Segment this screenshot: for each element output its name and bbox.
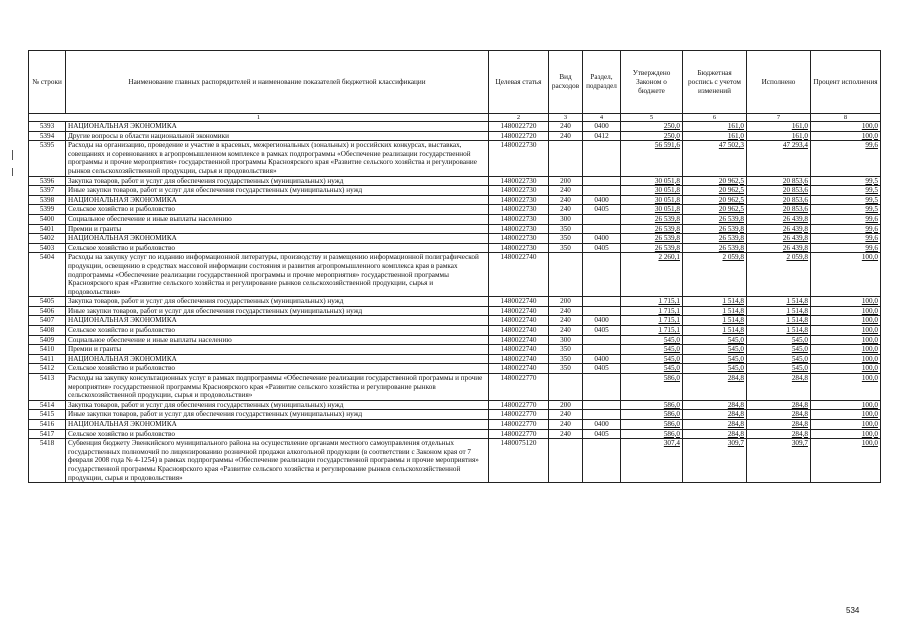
- row-percent: 99,6: [811, 214, 881, 224]
- row-percent: 100,0: [811, 354, 881, 364]
- row-section: [583, 186, 621, 196]
- row-approved: 30 051,8: [621, 186, 683, 196]
- row-number: 5412: [29, 364, 66, 374]
- row-executed: 20 853,6: [747, 176, 811, 186]
- column-number: 2: [489, 114, 549, 122]
- row-expense-type: 350: [549, 364, 583, 374]
- row-budget-list: 20 962,5: [683, 186, 747, 196]
- header-approved: Утверждено Законом о бюджете: [621, 51, 683, 114]
- column-number: 5: [621, 114, 683, 122]
- table-row: [29, 429, 881, 439]
- table-row: [29, 410, 881, 420]
- table-row: [29, 420, 881, 430]
- row-target-article: 1480022720: [489, 131, 549, 141]
- row-percent: 100,0: [811, 131, 881, 141]
- row-section: 0405: [583, 364, 621, 374]
- row-approved: 545,0: [621, 335, 683, 345]
- row-number: 5403: [29, 243, 66, 253]
- row-section: [583, 297, 621, 307]
- row-section: [583, 439, 621, 483]
- row-budget-list: 309,7: [683, 439, 747, 483]
- row-executed: 284,8: [747, 429, 811, 439]
- row-section: 0405: [583, 205, 621, 215]
- row-budget-list: 26 539,8: [683, 243, 747, 253]
- row-approved: 250,0: [621, 122, 683, 132]
- row-budget-list: 161,0: [683, 122, 747, 132]
- row-expense-type: [549, 141, 583, 176]
- row-percent: 99,6: [811, 234, 881, 244]
- row-budget-list: 26 539,8: [683, 214, 747, 224]
- table-row: [29, 131, 881, 141]
- row-executed: 161,0: [747, 122, 811, 132]
- row-name: Расходы на организацию, проведение и участие в красевых, межрегиональных (зональных) и российских конкурсах, выставках, совещаниях и соревнованиях в агропромышленном комплексе в рамках подпрограммы «Обеспечение реализации государственной программы и прочие мероприятия» государственной программы Красноярского края «Развитие сельского хозяйства и регулирование рынков сельскохозяйственной продукции, сырья и продовольствия»: [66, 141, 489, 176]
- row-executed: 545,0: [747, 354, 811, 364]
- table-row: [29, 243, 881, 253]
- row-section: [583, 335, 621, 345]
- table-row: [29, 234, 881, 244]
- row-expense-type: 200: [549, 297, 583, 307]
- row-executed: 2 059,8: [747, 253, 811, 297]
- table-row: [29, 122, 881, 132]
- row-percent: 100,0: [811, 429, 881, 439]
- row-expense-type: 240: [549, 186, 583, 196]
- row-budget-list: 1 514,8: [683, 316, 747, 326]
- row-expense-type: 200: [549, 176, 583, 186]
- row-name: Сельское хозяйство и рыболовство: [66, 429, 489, 439]
- row-number: 5404: [29, 253, 66, 297]
- header-executed: Исполнено: [747, 51, 811, 114]
- table-row: [29, 186, 881, 196]
- row-percent: 100,0: [811, 253, 881, 297]
- row-approved: 30 051,8: [621, 205, 683, 215]
- row-target-article: 1480075120: [489, 439, 549, 483]
- row-expense-type: 240: [549, 316, 583, 326]
- row-percent: 99,5: [811, 205, 881, 215]
- row-number: 5402: [29, 234, 66, 244]
- row-number: 5397: [29, 186, 66, 196]
- row-budget-list: 20 962,5: [683, 205, 747, 215]
- row-section: [583, 306, 621, 316]
- row-executed: 161,0: [747, 131, 811, 141]
- row-budget-list: 161,0: [683, 131, 747, 141]
- row-executed: 545,0: [747, 335, 811, 345]
- row-executed: 545,0: [747, 345, 811, 355]
- row-percent: 100,0: [811, 374, 881, 401]
- row-number: 5415: [29, 410, 66, 420]
- row-name: Сельское хозяйство и рыболовство: [66, 243, 489, 253]
- row-approved: 307,4: [621, 439, 683, 483]
- row-budget-list: 284,8: [683, 374, 747, 401]
- row-approved: 586,0: [621, 374, 683, 401]
- row-percent: 100,0: [811, 335, 881, 345]
- row-name: Иные закупки товаров, работ и услуг для обеспечения государственных (муниципальных) нужд: [66, 410, 489, 420]
- row-approved: 26 539,8: [621, 234, 683, 244]
- row-expense-type: 240: [549, 429, 583, 439]
- row-approved: 2 260,1: [621, 253, 683, 297]
- margin-mark: [12, 150, 13, 160]
- row-budget-list: 1 514,8: [683, 306, 747, 316]
- row-target-article: 1480022770: [489, 374, 549, 401]
- table-row: [29, 195, 881, 205]
- row-target-article: 1480022770: [489, 420, 549, 430]
- row-budget-list: 1 514,8: [683, 326, 747, 336]
- row-executed: 1 514,8: [747, 297, 811, 307]
- row-target-article: 1480022730: [489, 141, 549, 176]
- row-percent: 100,0: [811, 439, 881, 483]
- row-approved: 545,0: [621, 345, 683, 355]
- margin-mark: [12, 168, 13, 176]
- row-section: 0412: [583, 131, 621, 141]
- row-section: 0400: [583, 234, 621, 244]
- row-target-article: 1480022740: [489, 354, 549, 364]
- row-name: Премии и гранты: [66, 345, 489, 355]
- row-name: НАЦИОНАЛЬНАЯ ЭКОНОМИКА: [66, 420, 489, 430]
- row-executed: 26 439,8: [747, 214, 811, 224]
- row-expense-type: 240: [549, 306, 583, 316]
- row-target-article: 1480022730: [489, 224, 549, 234]
- row-expense-type: 350: [549, 345, 583, 355]
- table-row: [29, 306, 881, 316]
- row-approved: 586,0: [621, 400, 683, 410]
- row-target-article: 1480022740: [489, 306, 549, 316]
- row-name: Социальное обеспечение и иные выплаты населению: [66, 335, 489, 345]
- table-row: [29, 297, 881, 307]
- table-row: [29, 374, 881, 401]
- row-name: Расходы на закупку консультационных услуг в рамках подпрограммы «Обеспечение реализации государственной программы и прочие мероприятия» государственной программы Красноярского края «Развитие сельского хозяйства и регулирование рынков сельскохозяйственной продукции, сырья и продовольствия»: [66, 374, 489, 401]
- row-executed: 47 293,4: [747, 141, 811, 176]
- row-budget-list: 284,8: [683, 400, 747, 410]
- row-section: 0400: [583, 195, 621, 205]
- row-section: 0400: [583, 420, 621, 430]
- row-expense-type: 240: [549, 131, 583, 141]
- row-name: Иные закупки товаров, работ и услуг для обеспечения государственных (муниципальных) нужд: [66, 186, 489, 196]
- row-target-article: 1480022730: [489, 205, 549, 215]
- row-executed: 309,7: [747, 439, 811, 483]
- row-target-article: 1480022740: [489, 297, 549, 307]
- row-percent: 100,0: [811, 364, 881, 374]
- row-number: 5413: [29, 374, 66, 401]
- row-budget-list: 20 962,5: [683, 195, 747, 205]
- row-executed: 26 439,8: [747, 243, 811, 253]
- table-row: [29, 253, 881, 297]
- row-number: 5401: [29, 224, 66, 234]
- table-row: [29, 400, 881, 410]
- header-budget-list: Бюджетная роспись с учетом изменений: [683, 51, 747, 114]
- row-approved: 1 715,1: [621, 306, 683, 316]
- row-expense-type: 240: [549, 410, 583, 420]
- row-number: 5394: [29, 131, 66, 141]
- row-section: 0400: [583, 122, 621, 132]
- column-number: 4: [583, 114, 621, 122]
- header-section: Раздел, подраздел: [583, 51, 621, 114]
- table-row: [29, 316, 881, 326]
- row-percent: 99,5: [811, 176, 881, 186]
- row-executed: 284,8: [747, 400, 811, 410]
- row-name: Сельское хозяйство и рыболовство: [66, 205, 489, 215]
- row-expense-type: 240: [549, 122, 583, 132]
- table-row: [29, 205, 881, 215]
- header-row-number: № строки: [29, 51, 66, 114]
- row-number: 5417: [29, 429, 66, 439]
- row-section: 0405: [583, 243, 621, 253]
- row-section: [583, 176, 621, 186]
- row-percent: 99,6: [811, 141, 881, 176]
- row-budget-list: 284,8: [683, 420, 747, 430]
- row-name: Премии и гранты: [66, 224, 489, 234]
- column-number: 1: [29, 114, 489, 122]
- row-name: Расходы на закупку услуг по изданию информационной литературы, производству и размещению информационной полиграфической продукции, освещению в средствах массовой информации состояния и развития агропромышленного комплекса края в рамках подпрограммы «Обеспечение реализации государственной программы и прочие мероприятия» государственной программы Красноярского края «Развитие сельского хозяйства и регулирование рынков сельскохозяйственной продукции, сырья и продовольствия»: [66, 253, 489, 297]
- row-name: Сельское хозяйство и рыболовство: [66, 326, 489, 336]
- row-executed: 1 514,8: [747, 316, 811, 326]
- row-number: 5398: [29, 195, 66, 205]
- row-approved: 30 051,8: [621, 176, 683, 186]
- row-percent: 100,0: [811, 306, 881, 316]
- row-percent: 100,0: [811, 122, 881, 132]
- table-row: [29, 326, 881, 336]
- row-target-article: 1480022730: [489, 214, 549, 224]
- row-number: 5393: [29, 122, 66, 132]
- row-number: 5409: [29, 335, 66, 345]
- row-expense-type: 350: [549, 224, 583, 234]
- row-number: 5400: [29, 214, 66, 224]
- row-executed: 20 853,6: [747, 186, 811, 196]
- row-expense-type: 350: [549, 234, 583, 244]
- row-approved: 1 715,1: [621, 316, 683, 326]
- row-executed: 1 514,8: [747, 306, 811, 316]
- table-row: [29, 141, 881, 176]
- row-executed: 284,8: [747, 410, 811, 420]
- row-expense-type: 350: [549, 354, 583, 364]
- row-number: 5407: [29, 316, 66, 326]
- header-target-article: Целевая статья: [489, 51, 549, 114]
- row-budget-list: 26 539,8: [683, 224, 747, 234]
- budget-table: [28, 50, 881, 483]
- row-target-article: 1480022770: [489, 429, 549, 439]
- row-section: [583, 410, 621, 420]
- row-expense-type: 300: [549, 335, 583, 345]
- row-name: НАЦИОНАЛЬНАЯ ЭКОНОМИКА: [66, 234, 489, 244]
- row-executed: 20 853,6: [747, 205, 811, 215]
- row-executed: 545,0: [747, 364, 811, 374]
- row-approved: 545,0: [621, 364, 683, 374]
- row-expense-type: 200: [549, 400, 583, 410]
- row-approved: 1 715,1: [621, 297, 683, 307]
- row-section: [583, 214, 621, 224]
- header-expense-type: Вид расходов: [549, 51, 583, 114]
- row-budget-list: 545,0: [683, 345, 747, 355]
- row-name: Другие вопросы в области национальной экономики: [66, 131, 489, 141]
- header-percent: Процент исполнения: [811, 51, 881, 114]
- row-budget-list: 545,0: [683, 364, 747, 374]
- row-percent: 99,5: [811, 186, 881, 196]
- table-row: [29, 176, 881, 186]
- table-row: [29, 224, 881, 234]
- row-expense-type: 240: [549, 420, 583, 430]
- row-budget-list: 284,8: [683, 429, 747, 439]
- row-budget-list: 284,8: [683, 410, 747, 420]
- row-number: 5414: [29, 400, 66, 410]
- row-target-article: 1480022740: [489, 316, 549, 326]
- row-percent: 100,0: [811, 400, 881, 410]
- row-section: [583, 400, 621, 410]
- row-target-article: 1480022730: [489, 243, 549, 253]
- row-section: [583, 253, 621, 297]
- row-executed: 1 514,8: [747, 326, 811, 336]
- row-executed: 20 853,6: [747, 195, 811, 205]
- row-target-article: 1480022740: [489, 345, 549, 355]
- row-budget-list: 2 059,8: [683, 253, 747, 297]
- row-executed: 26 439,8: [747, 224, 811, 234]
- table-row: [29, 345, 881, 355]
- row-section: [583, 224, 621, 234]
- row-section: [583, 141, 621, 176]
- row-target-article: 1480022740: [489, 335, 549, 345]
- table-row: [29, 335, 881, 345]
- table-body: [29, 122, 881, 483]
- row-percent: 100,0: [811, 297, 881, 307]
- table-row: [29, 439, 881, 483]
- row-target-article: 1480022730: [489, 186, 549, 196]
- page-number: 534: [846, 606, 860, 615]
- row-section: 0400: [583, 316, 621, 326]
- row-name: Закупка товаров, работ и услуг для обеспечения государственных (муниципальных) нужд: [66, 297, 489, 307]
- row-approved: 30 051,8: [621, 195, 683, 205]
- row-executed: 284,8: [747, 374, 811, 401]
- row-budget-list: 545,0: [683, 335, 747, 345]
- row-section: [583, 374, 621, 401]
- row-section: 0405: [583, 326, 621, 336]
- row-name: Закупка товаров, работ и услуг для обеспечения государственных (муниципальных) нужд: [66, 176, 489, 186]
- row-target-article: 1480022770: [489, 400, 549, 410]
- row-number: 5411: [29, 354, 66, 364]
- row-percent: 100,0: [811, 420, 881, 430]
- row-name: НАЦИОНАЛЬНАЯ ЭКОНОМИКА: [66, 195, 489, 205]
- row-name: Закупка товаров, работ и услуг для обеспечения государственных (муниципальных) нужд: [66, 400, 489, 410]
- row-number: 5396: [29, 176, 66, 186]
- row-percent: 100,0: [811, 326, 881, 336]
- row-approved: 26 539,8: [621, 214, 683, 224]
- row-budget-list: 545,0: [683, 354, 747, 364]
- row-approved: 586,0: [621, 429, 683, 439]
- row-expense-type: 240: [549, 326, 583, 336]
- column-number: 8: [811, 114, 881, 122]
- row-percent: 100,0: [811, 316, 881, 326]
- row-target-article: 1480022730: [489, 195, 549, 205]
- row-expense-type: [549, 374, 583, 401]
- column-number: 7: [747, 114, 811, 122]
- column-number: 6: [683, 114, 747, 122]
- header-name: Наименование главных распорядителей и наименование показателей бюджетной классификации: [66, 51, 489, 114]
- row-budget-list: 47 502,3: [683, 141, 747, 176]
- row-name: Сельское хозяйство и рыболовство: [66, 364, 489, 374]
- row-target-article: 1480022720: [489, 122, 549, 132]
- row-executed: 284,8: [747, 420, 811, 430]
- row-number: 5406: [29, 306, 66, 316]
- row-budget-list: 20 962,5: [683, 176, 747, 186]
- row-name: НАЦИОНАЛЬНАЯ ЭКОНОМИКА: [66, 316, 489, 326]
- row-target-article: 1480022740: [489, 326, 549, 336]
- row-name: Социальное обеспечение и иные выплаты населению: [66, 214, 489, 224]
- row-approved: 586,0: [621, 420, 683, 430]
- table-row: [29, 354, 881, 364]
- row-budget-list: 26 539,8: [683, 234, 747, 244]
- row-section: 0405: [583, 429, 621, 439]
- row-name: Субвенция бюджету Эвенкийского муниципального района на осуществление органами местного самоуправления отдельных государственных полномочий по лицензированию розничной продажи алкогольной продукции (в соответствии с Законом края от 7 февраля 2008 года № 4-1254) в рамках подпрограммы «Обеспечение реализации государственной программы и прочие мероприятия» государственной программы Красноярского края «Развитие сельского хозяйства и регулирование рынков сельскохозяйственной продукции, сырья и продовольствия»: [66, 439, 489, 483]
- row-approved: 545,0: [621, 354, 683, 364]
- row-name: Иные закупки товаров, работ и услуг для обеспечения государственных (муниципальных) нужд: [66, 306, 489, 316]
- row-target-article: 1480022770: [489, 410, 549, 420]
- column-number: 3: [549, 114, 583, 122]
- row-expense-type: 240: [549, 195, 583, 205]
- row-expense-type: [549, 253, 583, 297]
- row-number: 5418: [29, 439, 66, 483]
- row-number: 5405: [29, 297, 66, 307]
- row-target-article: 1480022740: [489, 253, 549, 297]
- row-budget-list: 1 514,8: [683, 297, 747, 307]
- row-number: 5416: [29, 420, 66, 430]
- row-number: 5408: [29, 326, 66, 336]
- row-approved: 56 591,6: [621, 141, 683, 176]
- row-target-article: 1480022730: [489, 176, 549, 186]
- row-expense-type: 350: [549, 243, 583, 253]
- column-number-row: [29, 114, 881, 122]
- row-expense-type: 300: [549, 214, 583, 224]
- row-section: 0400: [583, 354, 621, 364]
- row-target-article: 1480022730: [489, 234, 549, 244]
- row-target-article: 1480022740: [489, 364, 549, 374]
- row-percent: 99,5: [811, 195, 881, 205]
- row-percent: 100,0: [811, 410, 881, 420]
- table-row: [29, 214, 881, 224]
- row-expense-type: [549, 439, 583, 483]
- row-percent: 99,6: [811, 243, 881, 253]
- table-row: [29, 364, 881, 374]
- row-name: НАЦИОНАЛЬНАЯ ЭКОНОМИКА: [66, 122, 489, 132]
- row-number: 5395: [29, 141, 66, 176]
- row-percent: 100,0: [811, 345, 881, 355]
- row-percent: 99,6: [811, 224, 881, 234]
- row-executed: 26 439,8: [747, 234, 811, 244]
- row-number: 5399: [29, 205, 66, 215]
- row-name: НАЦИОНАЛЬНАЯ ЭКОНОМИКА: [66, 354, 489, 364]
- header-row: [29, 51, 881, 114]
- row-approved: 1 715,1: [621, 326, 683, 336]
- row-approved: 250,0: [621, 131, 683, 141]
- row-approved: 586,0: [621, 410, 683, 420]
- row-section: [583, 345, 621, 355]
- row-approved: 26 539,8: [621, 243, 683, 253]
- row-expense-type: 240: [549, 205, 583, 215]
- row-number: 5410: [29, 345, 66, 355]
- row-approved: 26 539,8: [621, 224, 683, 234]
